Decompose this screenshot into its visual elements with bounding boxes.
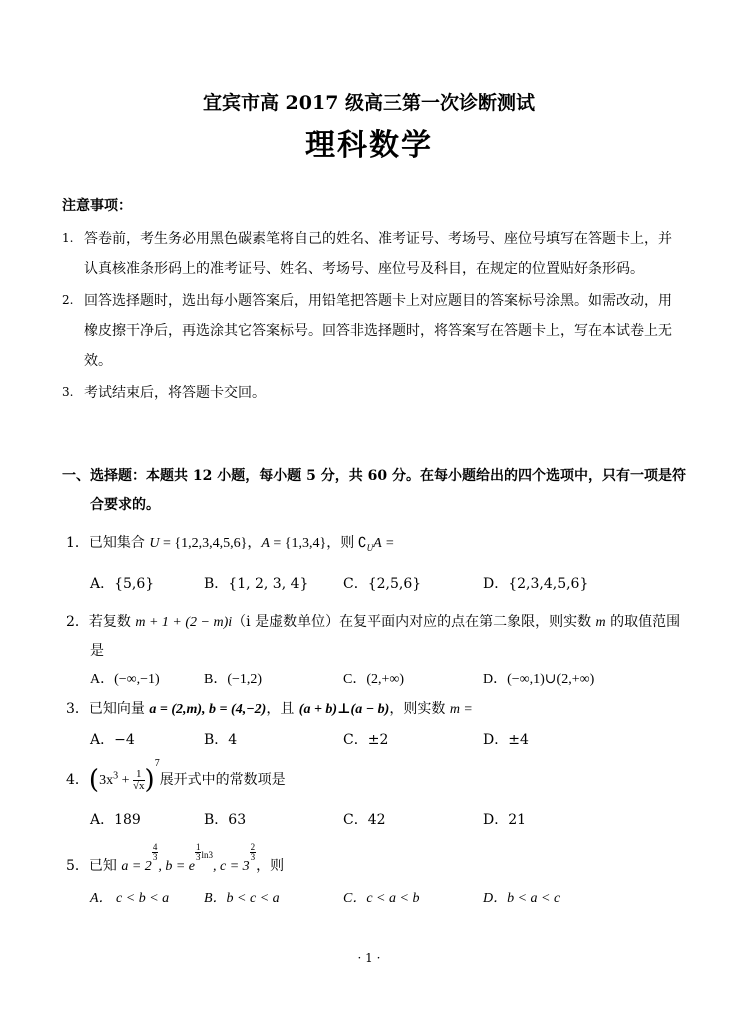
question-1-option-c[interactable]: C．{2,5,6} <box>343 576 422 592</box>
subject-title: 理科数学 <box>305 128 433 163</box>
section-choice-line1: 一、选择题：本题共 12 小题，每小题 5 分，共 60 分。在每小题给出的四个选项中，只有一项是符 <box>62 468 686 484</box>
question-2-option-b[interactable]: B．(−1,2) <box>204 672 263 687</box>
notice-item-1-number: 1. <box>62 231 74 245</box>
question-2-option-d[interactable]: D．(−∞,1)∪(2,+∞) <box>483 672 595 687</box>
exam-title: 宜宾市高 2017 级高三第一次诊断测试 <box>202 92 536 114</box>
notice-item-2-number: 2. <box>62 293 74 307</box>
page-number: · 1 · <box>357 951 381 965</box>
question-2-stem: 2．若复数 m + 1 + (2 − m)i（i 是虚数单位）在复平面内对应的点在第二象限，则实数 m 的取值范围 <box>66 614 681 630</box>
notice-item-1-line1: 答卷前，考生务必用黑色碳素笔将自己的姓名、准考证号、考场号、座位号填写在答题卡上，并 <box>84 231 672 247</box>
notice-item-2-line1: 回答选择题时，选出每小题答案后，用铅笔把答题卡上对应题目的答案标号涂黑。如需改动，用 <box>84 293 672 309</box>
question-5-option-a[interactable]: A． c < b < a <box>90 891 170 906</box>
question-3-option-d[interactable]: D．±4 <box>483 732 529 748</box>
section-choice-line2: 合要求的。 <box>90 497 160 513</box>
question-2-option-c[interactable]: C．(2,+∞) <box>343 672 405 687</box>
notice-item-1-line2: 认真核准条形码上的准考证号、姓名、考场号、座位号及科目，在规定的位置贴好条形码。 <box>84 261 644 277</box>
notice-heading: 注意事项： <box>62 198 132 214</box>
question-5-stem: 5．已知 a = 2 $\frac{4}{3}$ , b = e $\frac{1}{3}$ $^{ln3}$, c = 3 $\frac{2}{3}$ ，则 <box>66 842 285 874</box>
notice-item-3-line1: 考试结束后，将答题卡交回。 <box>84 385 266 401</box>
question-1-option-d[interactable]: D．{2,3,4,5,6} <box>483 576 589 592</box>
notice-item-2-line3: 效。 <box>84 353 112 369</box>
question-4-option-c[interactable]: C．42 <box>343 812 386 828</box>
question-4-option-a[interactable]: A．189 <box>90 812 141 828</box>
notice-item-3-number: 3. <box>62 385 74 399</box>
question-3-stem: 3．已知向量 a = (2,m), b = (4,−2)，且 (a + b)⊥(a − b)，则实数 m = <box>66 701 473 717</box>
question-4-option-d[interactable]: D．21 <box>483 812 527 828</box>
question-3-option-c[interactable]: C．±2 <box>343 732 389 748</box>
question-2-option-a[interactable]: A．(−∞,−1) <box>90 672 160 687</box>
question-1-stem: 1．已知集合 U = {1,2,3,4,5,6}，A = {1,3,4}，则 $∁_UA$ = <box>66 535 395 553</box>
question-1-option-a[interactable]: A．{5,6} <box>90 576 155 592</box>
notice-item-2-line2: 橡皮擦干净后，再选涂其它答案标号。回答非选择题时，将答案写在答题卡上，写在本试卷上无 <box>84 323 672 339</box>
question-3-option-b[interactable]: B．4 <box>204 732 238 748</box>
question-4-stem: 4．($3x^3$ + $\frac{1}{√x}$ )$^7$展开式中的常数项是 <box>66 758 286 795</box>
question-1-option-b[interactable]: B．{1, 2, 3, 4} <box>204 576 309 592</box>
question-2-stem-line2: 是 <box>90 643 104 659</box>
question-5-option-b[interactable]: B．b < c < a <box>204 891 280 906</box>
question-3-option-a[interactable]: A．−4 <box>90 732 135 748</box>
fraction-1-over-sqrt-x: $\frac{1}{√x}$ <box>132 767 145 792</box>
question-5-option-d[interactable]: D．b < a < c <box>483 891 561 906</box>
question-4-option-b[interactable]: B．63 <box>204 812 247 828</box>
question-5-option-c[interactable]: C．c < a < b <box>343 891 420 906</box>
